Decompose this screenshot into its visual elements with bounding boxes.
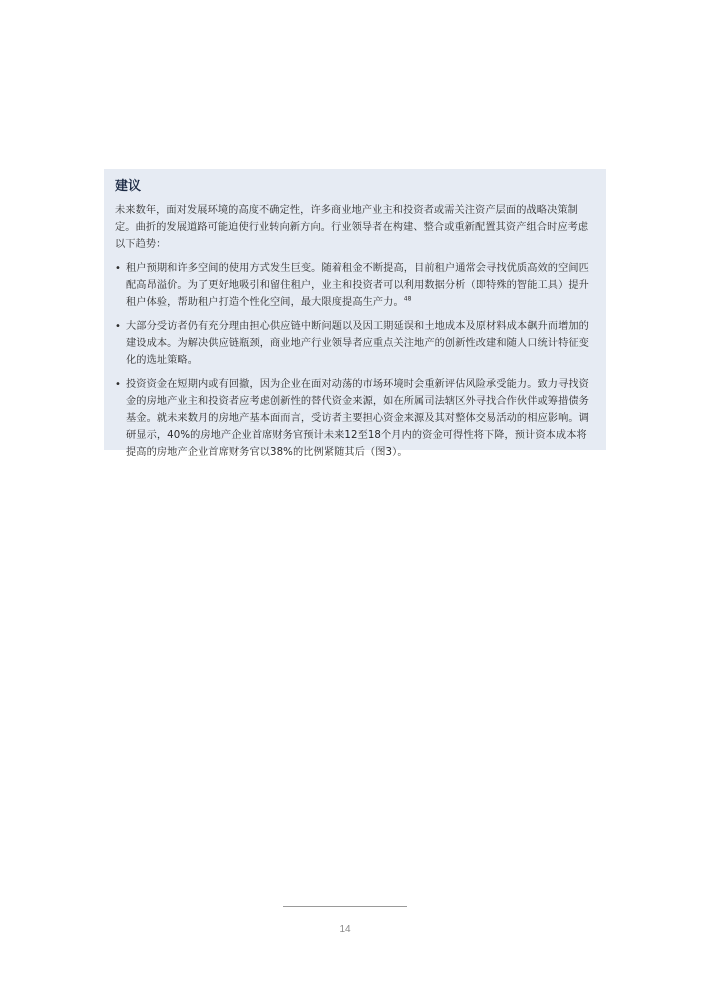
list-item-text: 大部分受访者仍有充分理由担心供应链中断问题以及因工期延误和土地成本及原材料成本飙升而增加的建设成本。为解决供应链瓶颈，商业地产行业领导者应重点关注地产的创新性改建和随人口统计特征变化的选址策略。	[126, 321, 589, 366]
list-item	[115, 260, 595, 311]
bullet-icon: •	[115, 321, 121, 332]
bullet-icon: •	[115, 263, 121, 274]
list-item	[115, 318, 595, 369]
footnote-ref[interactable]: 48	[403, 295, 412, 303]
footer-divider	[283, 906, 407, 907]
list-item-text: 投资资金在短期内或有回撤，因为企业在面对动荡的市场环境时会重新评估风险承受能力。致力寻找资金的房地产业主和投资者应考虑创新性的替代资金来源，如在所属司法辖区外寻找合作伙伴或筹措债务基金。就未来数月的房地产基本面而言，受访者主要担心资金来源及其对整体交易活动的相应影响。调研显示，40%的房地产企业首席财务官预计未来12至18个月内的资金可得性将下降，预计资本成本将提高的房地产企业首席财务官以38%的比例紧随其后（图3）。	[126, 379, 589, 458]
intro-paragraph: 未来数年，面对发展环境的高度不确定性，许多商业地产业主和投资者或需关注资产层面的战略决策制定。曲折的发展道路可能迫使行业转向新方向。行业领导者在构建、整合或重新配置其资产组合时应考虑以下趋势：	[115, 205, 589, 250]
recommendations-box	[104, 169, 606, 458]
bullet-icon: •	[115, 379, 121, 390]
section-title: 建议	[115, 179, 142, 194]
page-number: 14	[339, 924, 351, 935]
list-item-text: 租户预期和许多空间的使用方式发生巨变。随着租金不断提高，目前租户通常会寻找优质高效的空间匹配高昂溢价。为了更好地吸引和留住租户，业主和投资者可以利用数据分析（即特殊的智能工具）提升租户体验，帮助租户打造个性化空间，最大限度提高生产力。	[126, 263, 589, 308]
list-item	[115, 376, 595, 461]
trend-list	[115, 260, 595, 461]
